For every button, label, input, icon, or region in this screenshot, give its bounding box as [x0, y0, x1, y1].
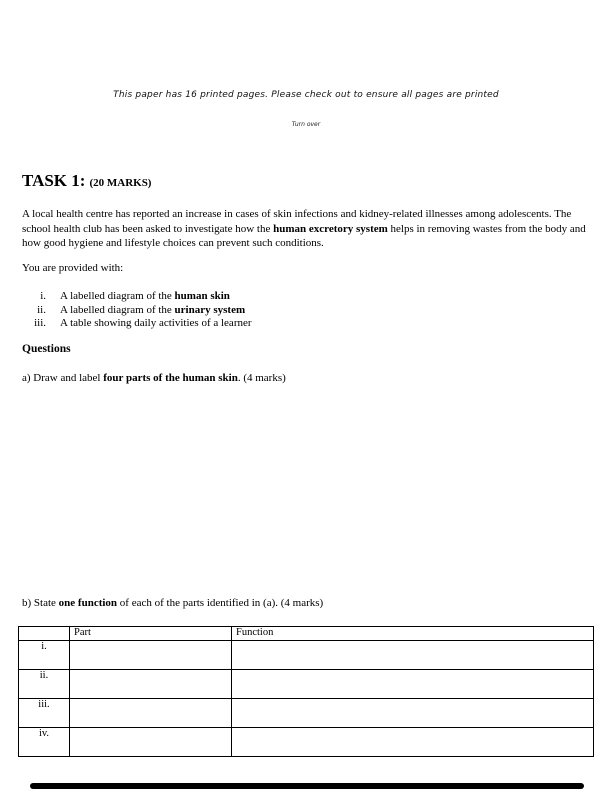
- header-cell-blank: [19, 627, 70, 641]
- row-numeral: iii.: [19, 699, 70, 728]
- function-answer-cell: [232, 728, 594, 757]
- intro-paragraph: [22, 207, 599, 251]
- table-row: [19, 699, 594, 728]
- list-item: [22, 317, 582, 331]
- list-item-text-pre: A table showing daily activities of a learner: [60, 317, 252, 329]
- task-marks: (20 MARKS): [89, 177, 152, 189]
- intro-text-bold: human excretory system: [273, 222, 388, 235]
- list-item-text: [60, 290, 230, 304]
- question-b-post: of each of the parts identified in (a). (4 marks): [117, 597, 324, 609]
- table-row: [19, 641, 594, 670]
- provided-lead: You are provided with:: [22, 262, 124, 274]
- row-numeral: iv.: [19, 728, 70, 757]
- question-a-pre: a) Draw and label: [22, 372, 104, 384]
- printed-pages-note: This paper has 16 printed pages. Please check out to ensure all pages are printed: [113, 90, 499, 100]
- question-a: [22, 372, 592, 384]
- part-answer-cell: [70, 699, 232, 728]
- function-answer-cell: [232, 699, 594, 728]
- list-item-text-bold: urinary system: [174, 303, 246, 316]
- list-item-text: [60, 304, 245, 318]
- list-item-numeral: i.: [40, 290, 46, 302]
- header-cell-function: Function: [232, 627, 594, 641]
- task-heading: [22, 171, 151, 191]
- header-cell-part: Part: [70, 627, 232, 641]
- intro-text-post: helps in removing wastes from the body and how good hygiene and lifestyle choices can prevent such conditions.: [22, 222, 586, 249]
- footer-rule: [30, 783, 584, 789]
- list-item-text-pre: A labelled diagram of the: [60, 290, 175, 302]
- list-item-text-pre: A labelled diagram of the: [60, 303, 175, 316]
- list-item-text: [60, 317, 252, 331]
- table-row: [19, 670, 594, 699]
- table-row: [19, 728, 594, 757]
- turn-over-note: Turn over: [291, 121, 321, 128]
- question-b: [22, 597, 592, 609]
- answer-table: [18, 626, 594, 757]
- function-answer-cell: [232, 670, 594, 699]
- function-answer-cell: [232, 641, 594, 670]
- table-header-row: [19, 627, 594, 641]
- list-item-text-bold: human skin: [174, 290, 230, 302]
- row-numeral: i.: [19, 641, 70, 670]
- row-numeral: ii.: [19, 670, 70, 699]
- list-item: [22, 290, 582, 304]
- questions-heading: Questions: [22, 343, 71, 355]
- list-item-numeral: iii.: [34, 317, 46, 329]
- intro-text-pre: A local health centre has reported an increase in cases of skin infections and kidney-related illnesses among adolescents. The school health club has been asked to investigate how the: [22, 208, 572, 235]
- part-answer-cell: [70, 728, 232, 757]
- part-answer-cell: [70, 670, 232, 699]
- provided-list: [22, 290, 582, 331]
- list-item-numeral: ii.: [37, 303, 46, 316]
- task-title: TASK 1:: [22, 171, 86, 190]
- question-b-bold: one function: [58, 597, 118, 609]
- question-a-post: . (4 marks): [237, 372, 286, 384]
- question-b-pre: b) State: [22, 597, 59, 609]
- question-a-bold: four parts of the human skin: [103, 372, 238, 384]
- list-item: [22, 304, 582, 318]
- part-answer-cell: [70, 641, 232, 670]
